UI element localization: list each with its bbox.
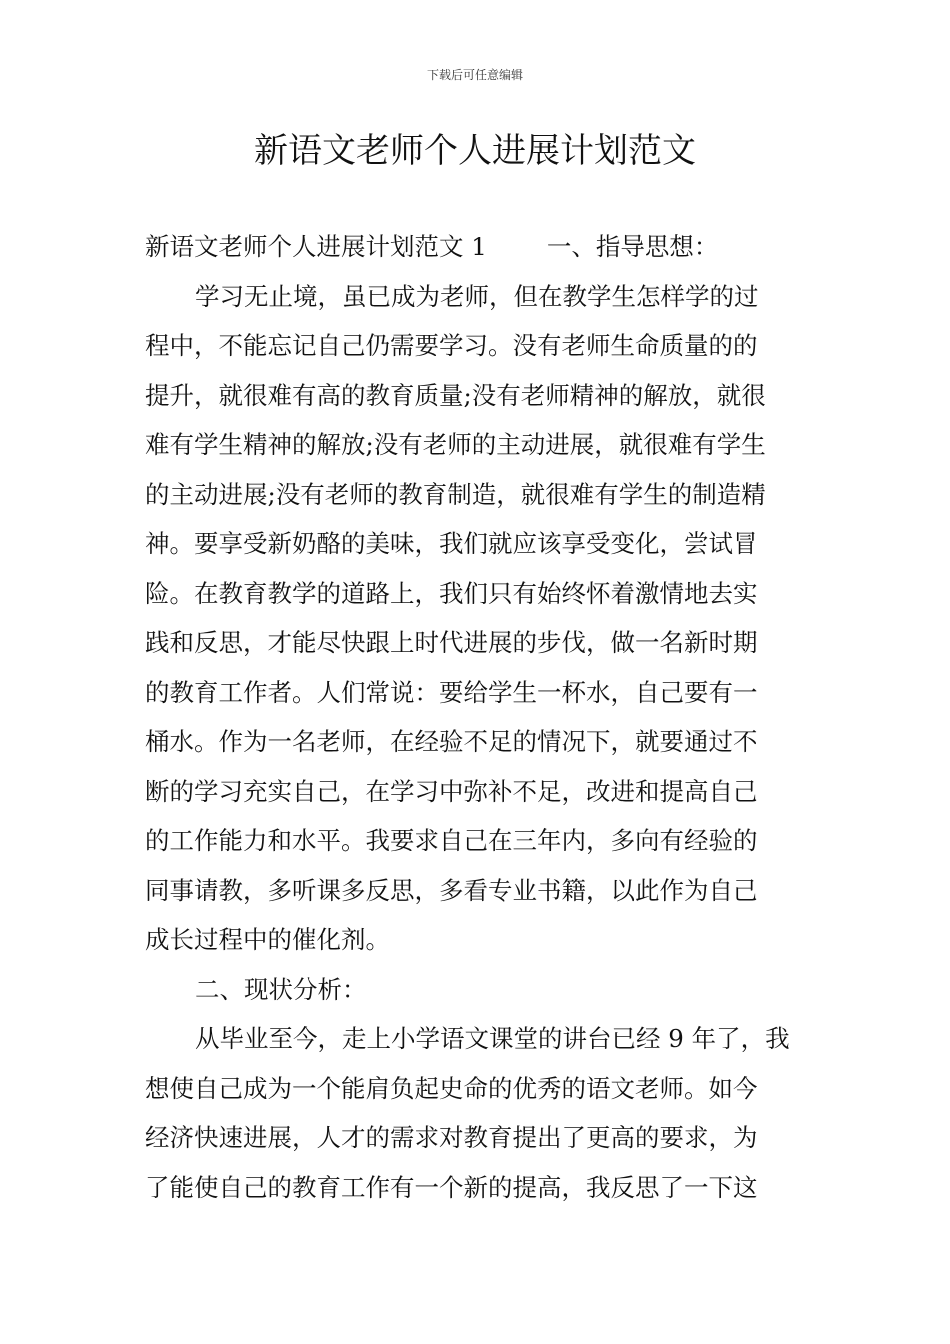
- subtitle-line: [145, 222, 807, 272]
- paragraph-line: 桶水。作为一名老师，在经验不足的情况下，就要通过不: [145, 727, 758, 756]
- paragraph-line: 程中，不能忘记自己仍需要学习。没有老师生命质量的的: [145, 331, 758, 360]
- section-heading-guiding-thought: 一、指导思想：: [546, 232, 719, 261]
- paragraph-line: 从毕业至今，走上小学语文课堂的讲台已经 9 年了，我: [195, 1024, 790, 1053]
- paragraph-guiding-thought: [145, 272, 807, 965]
- paragraph-line: 了能使自己的教育工作有一个新的提高，我反思了一下这: [145, 1172, 758, 1202]
- paragraph-line: 成长过程中的催化剂。: [145, 925, 390, 954]
- paragraph-line: 神。要享受新奶酪的美味，我们就应该享受变化，尝试冒: [145, 529, 758, 558]
- subtitle: 新语文老师个人进展计划范文 1: [145, 232, 487, 261]
- paragraph-line: 践和反思，才能尽快跟上时代进展的步伐，做一名新时期: [145, 628, 758, 657]
- section-heading-status-analysis: 二、现状分析：: [195, 974, 367, 1004]
- paragraph-line: 同事请教，多听课多反思，多看专业书籍，以此作为自己: [145, 875, 758, 905]
- header-note: 下载后可任意编辑: [426, 68, 523, 82]
- paragraph-line: 难有学生精神的解放;没有老师的主动进展，就很难有学生: [145, 430, 766, 459]
- paragraph-line: 险。在教育教学的道路上，我们只有始终怀着激情地去实: [145, 578, 758, 608]
- paragraph-line: 的教育工作者。人们常说：要给学生一杯水，自己要有一: [145, 677, 758, 707]
- paragraph-line: 提升，就很难有高的教育质量;没有老师精神的解放，就很: [145, 380, 766, 410]
- paragraph-line: 学习无止境，虽已成为老师，但在教学生怎样学的过: [195, 281, 759, 311]
- paragraph-line: 经济快速进展，人才的需求对教育提出了更高的要求，为: [145, 1123, 758, 1152]
- paragraph-line: 的工作能力和水平。我要求自己在三年内，多向有经验的: [145, 826, 758, 855]
- paragraph-line: 想使自己成为一个能肩负起史命的优秀的语文老师。如今: [145, 1073, 758, 1103]
- document-title: 新语文老师个人进展计划范文: [254, 131, 696, 171]
- paragraph-line: 的主动进展;没有老师的教育制造，就很难有学生的制造精: [145, 479, 766, 509]
- paragraph-line: 断的学习充实自己，在学习中弥补不足，改进和提高自己: [145, 776, 758, 806]
- document-body: [145, 222, 807, 1212]
- paragraph-status-analysis: [145, 1014, 807, 1212]
